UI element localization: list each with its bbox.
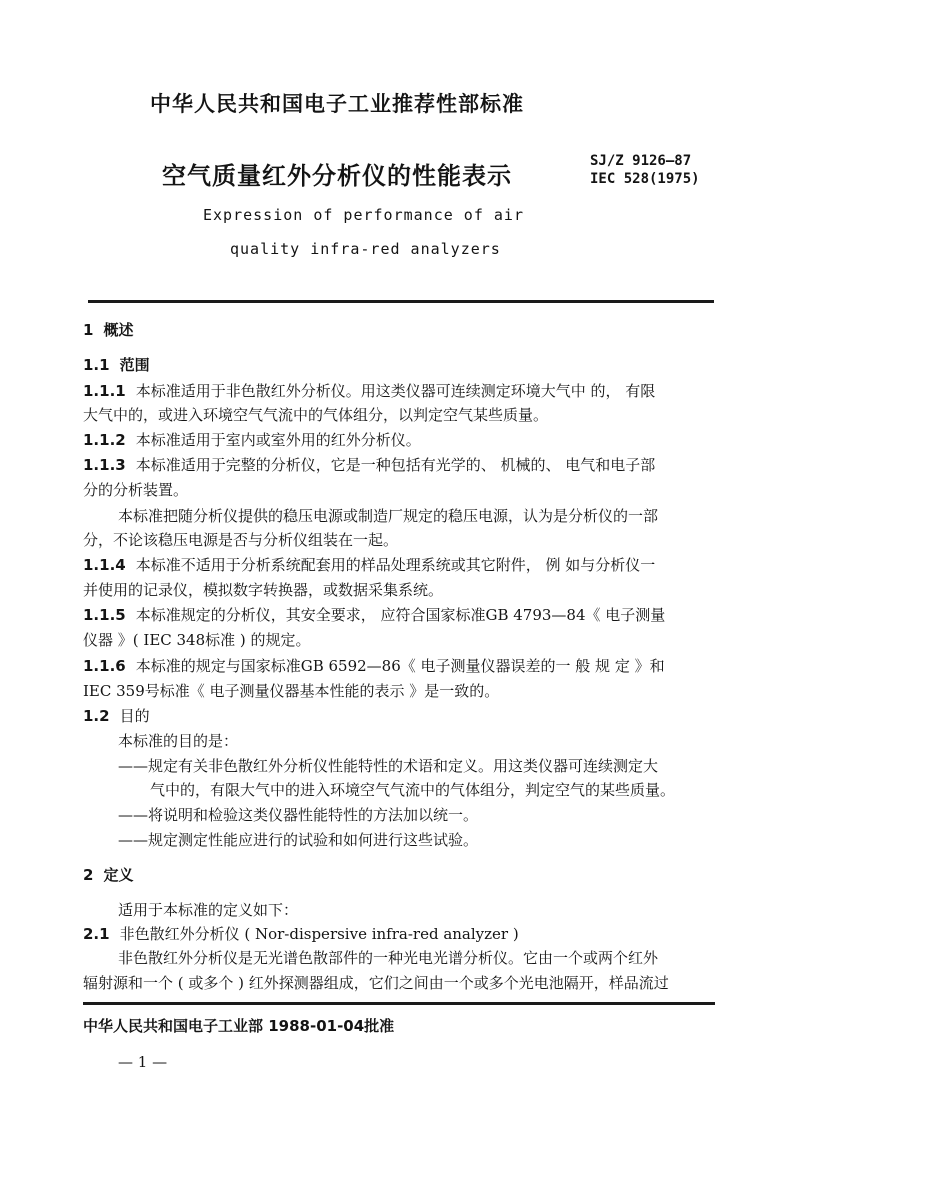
clause-1-1-2-line-1: 1.1.2 本标准适用于室内或室外用的红外分析仪。 xyxy=(83,431,421,449)
clause-1-1-3-line-1: 1.1.3 本标准适用于完整的分析仪，它是一种包括有光学的、 机械的、 电气和电子部 xyxy=(83,456,656,474)
section-1-2-heading: 1.2 目的 xyxy=(83,707,150,725)
clause-1-2-item-1-line-2: 气中的，有限大气中的进入环境空气气流中的气体组分，判定空气的某些质量。 xyxy=(150,781,676,799)
clause-1-1-3-paragraph-2-line-2: 分，不论该稳压电源是否与分析仪组装在一起。 xyxy=(83,531,399,549)
section-2-heading: 2 定义 xyxy=(83,866,134,884)
clause-2-1-line-1: 非色散红外分析仪是无光谱色散部件的一种光电光谱分析仪。它由一个或两个红外 xyxy=(118,949,659,967)
clause-1-1-5-line-2: 仪器 》( IEC 348标准 ) 的规定。 xyxy=(83,631,311,649)
clause-1-2-item-3: ——规定测定性能应进行的试验和如何进行这些试验。 xyxy=(118,831,479,849)
clause-2-1-line-2: 辐射源和一个 ( 或多个 ) 红外探测器组成，它们之间由一个或多个光电池隔开，样品流过 xyxy=(83,974,669,992)
section-1-heading: 1 概述 xyxy=(83,321,134,339)
english-title-line-2: quality infra-red analyzers xyxy=(230,240,501,258)
clause-1-1-6-line-1: 1.1.6 本标准的规定与国家标准GB 6592—86《 电子测量仪器误差的一 般 规 定 》和 xyxy=(83,657,665,675)
clause-1-1-3-line-2: 分的分析装置。 xyxy=(83,481,189,499)
page-number: — 1 — xyxy=(118,1053,168,1071)
clause-1-2-item-1-line-1: ——规定有关非色散红外分析仪性能特性的术语和定义。用这类仪器可连续测定大 xyxy=(118,757,659,775)
standard-code-sj: SJ/Z 9126—87 xyxy=(590,153,692,169)
section-2-intro: 适用于本标准的定义如下： xyxy=(118,901,299,919)
standard-codes xyxy=(590,152,700,188)
approval-statement: 中华人民共和国电子工业部 1988-01-04批准 xyxy=(83,1017,395,1035)
issuing-organization-title: 中华人民共和国电子工业推荐性部标准 xyxy=(150,92,524,116)
clause-2-1-heading: 2.1 非色散红外分析仪 ( Nor-dispersive infra-red analyzer ) xyxy=(83,925,519,943)
clause-1-2-line-1: 本标准的目的是： xyxy=(118,732,239,750)
standard-code-iec: IEC 528(1975) xyxy=(590,171,700,187)
footer-divider xyxy=(83,1002,715,1005)
clause-1-1-4-line-2: 并使用的记录仪，模拟数字转换器，或数据采集系统。 xyxy=(83,581,444,599)
clause-1-2-item-2: ——将说明和检验这类仪器性能特性的方法加以统一。 xyxy=(118,806,479,824)
clause-1-1-4-line-1: 1.1.4 本标准不适用于分析系统配套用的样品处理系统或其它附件， 例 如与分析仪一 xyxy=(83,556,656,574)
clause-1-1-1-line-2: 大气中的，或进入环境空气气流中的气体组分，以判定空气某些质量。 xyxy=(83,406,549,424)
header-divider xyxy=(88,300,714,303)
english-title-line-1: Expression of performance of air xyxy=(203,206,524,224)
section-1-1-heading: 1.1 范围 xyxy=(83,356,150,374)
clause-1-1-1-line-1: 1.1.1 本标准适用于非色散红外分析仪。用这类仪器可连续测定环境大气中 的， 有限 xyxy=(83,382,656,400)
clause-1-1-3-paragraph-2-line-1: 本标准把随分析仪提供的稳压电源或制造厂规定的稳压电源，认为是分析仪的一部 xyxy=(118,507,659,525)
clause-1-1-6-line-2: IEC 359号标准《 电子测量仪器基本性能的表示 》是一致的。 xyxy=(83,682,500,700)
standard-title: 空气质量红外分析仪的性能表示 xyxy=(162,162,512,190)
clause-1-1-5-line-1: 1.1.5 本标准规定的分析仪，其安全要求， 应符合国家标准GB 4793—84《 电子测量 xyxy=(83,606,666,624)
